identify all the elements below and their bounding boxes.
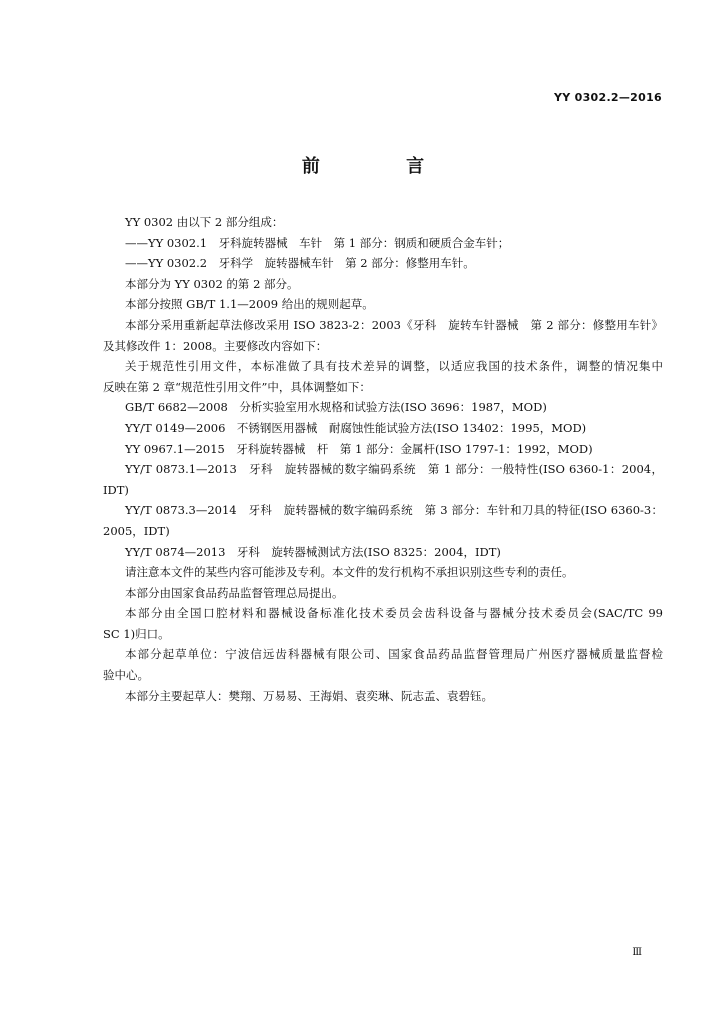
text-line: YY 0302 由以下 2 部分组成：	[125, 215, 284, 229]
text-line: 关于规范性引用文件，本标准做了具有技术差异的调整，以适应我国的技术条件，调整的情况集中	[125, 359, 663, 374]
page-title: 前 言	[301, 156, 465, 177]
text-line: YY/T 0149—2006 不锈钢医用器械 耐腐蚀性能试验方法(ISO 13402：1995，MOD)	[125, 420, 587, 435]
text-line: 验中心。	[103, 668, 149, 683]
text-line: ——YY 0302.1 牙科旋转器械 车针 第 1 部分：钢质和硬质合金车针；	[125, 235, 510, 250]
text-line: 本部分按照 GB/T 1.1—2009 给出的规则起草。	[125, 297, 374, 312]
text-line: GB/T 6682—2008 分析实验室用水规格和试验方法(ISO 3696：1987，MOD)	[125, 400, 547, 415]
text-line: 本部分起草单位：宁波信远齿科器械有限公司、国家食品药品监督管理局广州医疗器械质量监督检	[125, 647, 663, 662]
text-line: YY/T 0874—2013 牙科 旋转器械测试方法(ISO 8325：2004，IDT)	[125, 544, 501, 559]
text-line: 请注意本文件的某些内容可能涉及专利。本文件的发行机构不承担识别这些专利的责任。	[125, 565, 574, 580]
text-line: IDT)	[103, 482, 129, 497]
standard-code-header: YY 0302.2—2016	[553, 91, 662, 104]
text-line: YY 0967.1—2015 牙科旋转器械 杆 第 1 部分：金属杆(ISO 1797-1：1992，MOD)	[125, 441, 593, 456]
text-line: SC 1)归口。	[103, 626, 170, 641]
text-line: YY/T 0873.1—2013 牙科 旋转器械的数字编码系统 第 1 部分：一般特性(ISO 6360-1：2004，	[125, 462, 663, 477]
text-line: 本部分由全国口腔材料和器械设备标准化技术委员会齿科设备与器械分技术委员会(SAC/TC 99	[125, 606, 663, 621]
text-line: 反映在第 2 章“规范性引用文件”中，具体调整如下：	[103, 379, 371, 394]
text-line: 2005，IDT)	[103, 523, 170, 538]
text-line: 本部分主要起草人：樊翔、万易易、王海娟、袁奕琳、阮志孟、袁碧钰。	[125, 688, 493, 703]
text-line: 本部分为 YY 0302 的第 2 部分。	[125, 276, 299, 291]
text-line: 本部分由国家食品药品监督管理总局提出。	[125, 585, 344, 600]
foreword-body	[103, 212, 663, 706]
text-line: YY/T 0873.3—2014 牙科 旋转器械的数字编码系统 第 3 部分：车针和刀具的特征(ISO 6360-3：	[125, 503, 663, 518]
text-line: 及其修改件 1：2008。主要修改内容如下：	[103, 338, 328, 353]
text-line: 本部分采用重新起草法修改采用 ISO 3823-2：2003《牙科 旋转车针器械 第 2 部分：修整用车针》	[125, 317, 663, 332]
text-line: ——YY 0302.2 牙科学 旋转器械车针 第 2 部分：修整用车针。	[125, 256, 475, 271]
page-number: Ⅲ	[632, 947, 642, 958]
